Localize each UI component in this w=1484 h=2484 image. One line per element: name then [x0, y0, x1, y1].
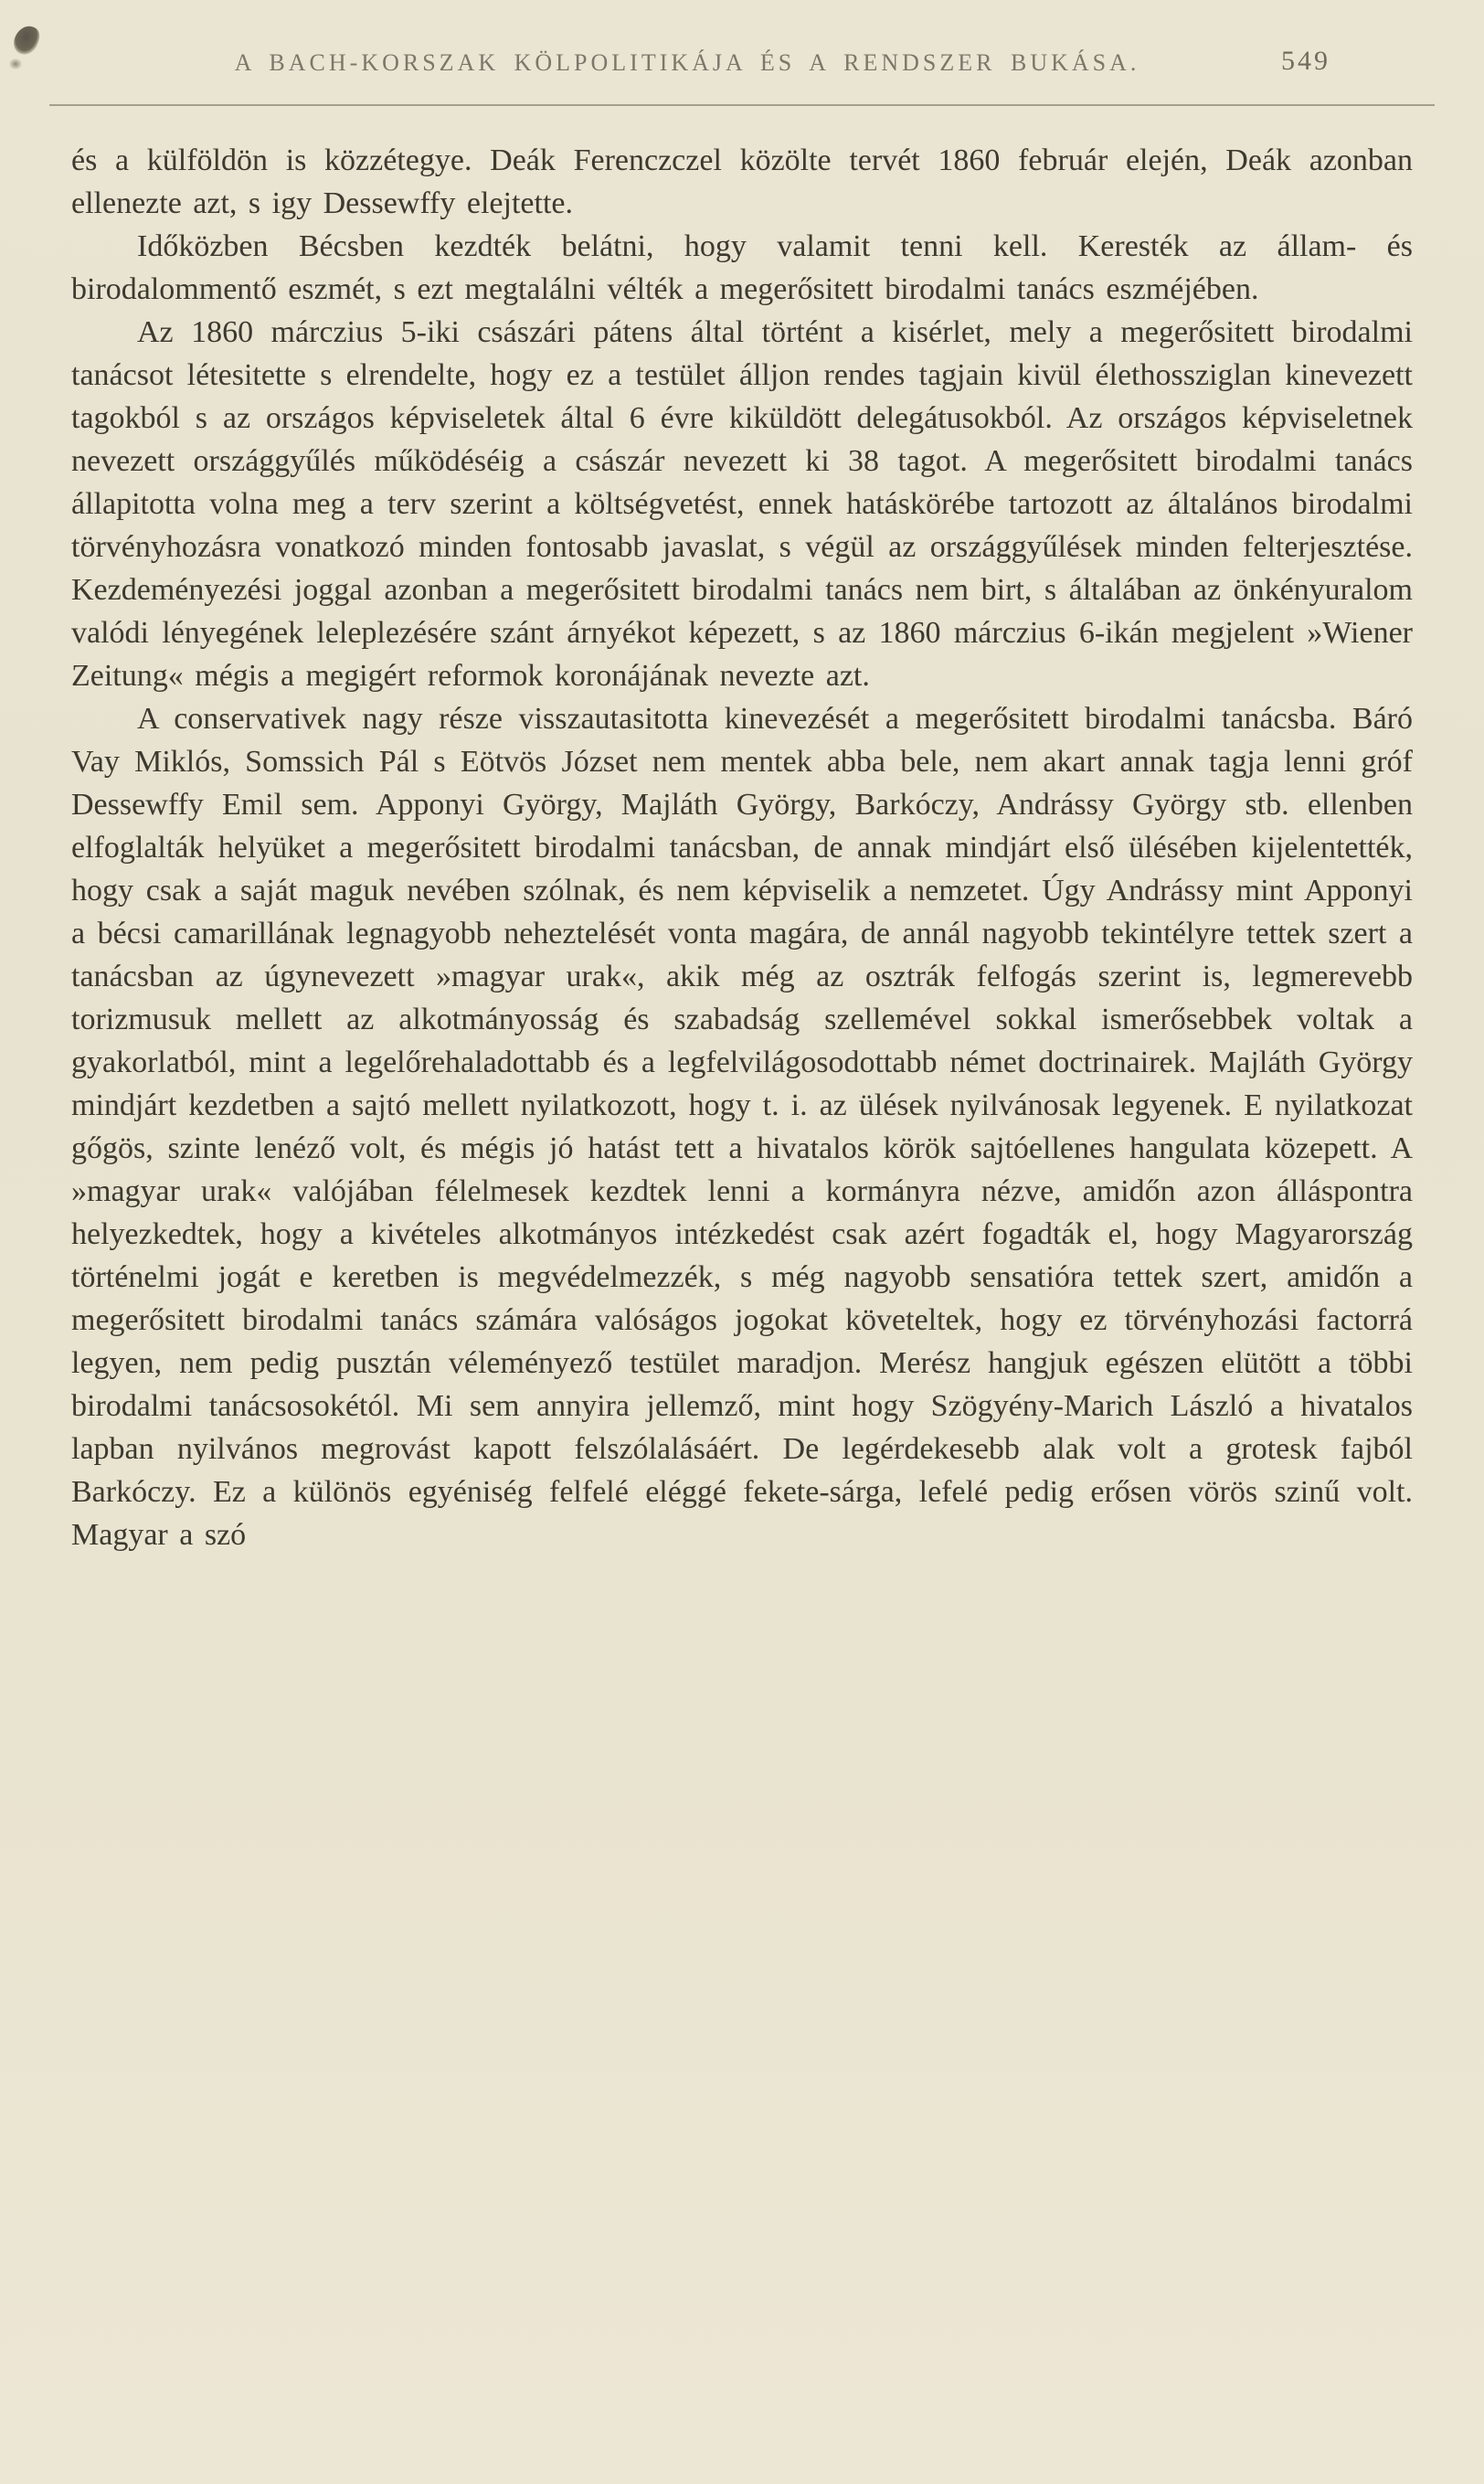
ink-blemish-small [9, 58, 22, 69]
running-title: A BACH-KORSZAK KÖLPOLITIKÁJA ÉS A RENDSZER BUKÁSA. [234, 49, 1140, 76]
paragraph: A conservativek nagy része visszautasitotta kinevezését a megerősitett birodalmi tanácsba. Báró Vay Miklós, Somssich Pál s Eötvös Józset nem mentek abba bele, nem akart annak tagja lenni gróf Dessewffy Emil sem. Apponyi György, Majláth György, Barkóczy, Andrássy György stb. ellenben elfoglalták helyüket a megerősitett birodalmi tanácsban, de annak mindjárt első ülésében kijelentették, hogy csak a saját maguk nevében szólnak, és nem képviselik a nemzetet. Úgy Andrássy mint Apponyi a bécsi camarillának legnagyobb neheztelését vonta magára, de annál nagyobb tekintélyre tettek szert a tanácsban az úgynevezett »magyar urak«, akik még az osztrák felfogás szerint is, legmerevebb torizmusuk mellett az alkotmányosság és szabadság szellemével sokkal ismerősebbek voltak a gyakorlatból, mint a legelőrehaladottabb és a legfelvilágosodottabb német doctrinairek. Majláth György mindjárt kezdetben a sajtó mellett nyilatkozott, hogy t. i. az ülések nyilvánosak legyenek. E nyilatkozat gőgös, szinte lenéző volt, és mégis jó hatást tett a hivatalos körök sajtóellenes hangulata közepett. A »magyar urak« valójában félelmesek kezdtek lenni a kormányra nézve, amidőn azon álláspontra helyezkedtek, hogy a kivételes alkotmányos intézkedést csak azért fogadták el, hogy Magyarország történelmi jogát e keretben is megvédelmezzék, s még nagyobb sensatióra tettek szert, amidőn a megerősitett birodalmi tanács számára valóságos jogokat követeltek, hogy ez törvényhozási factorrá legyen, nem pedig pusztán véleményező testület maradjon. Merész hangjuk egészen elütött a többi birodalmi tanácsosokétól. Mi sem annyira jellemző, mint hogy Szögyény-Marich László a hivatalos lapban nyilvános megrovást kapott felszólalásáért. De legérdekesebb alak volt a grotesk fajból Barkóczy. Ez a különös egyéniség felfelé eléggé fekete-sárga, lefelé pedig erősen vörös szinű volt. Magyar a szó [71, 702, 1413, 1552]
ink-blemish [11, 23, 43, 58]
page-body [71, 139, 1413, 1556]
header-rule [49, 104, 1435, 106]
page-number: 549 [1281, 46, 1330, 76]
paragraph-continuation: és a külföldön is közzétegye. Deák Ferenczczel közölte tervét 1860 február elején, Deák azonban ellenezte azt, s igy Dessewffy elejtette. [71, 143, 1413, 220]
page-header [71, 0, 1413, 90]
paragraph: Időközben Bécsben kezdték belátni, hogy valamit tenni kell. Keresték az állam- és birodalommentő eszmét, s ezt megtalálni vélték a megerősitett birodalmi tanács eszméjében. [71, 229, 1413, 306]
paragraph: Az 1860 márczius 5-iki császári pátens által történt a kisérlet, mely a megerősitett birodalmi tanácsot létesitette s elrendelte, hogy ez a testület álljon rendes tagjain kivül élethossziglan kinevezett tagokból s az országos képviseletek által 6 évre kiküldött delegátusokból. Az országos képviseletnek nevezett országgyűlés működéséig a császár nevezett ki 38 tagot. A megerősitett birodalmi tanács állapitotta volna meg a terv szerint a költségvetést, ennek hatáskörébe tartozott az általános birodalmi törvényhozásra vonatkozó minden fontosabb javaslat, s végül az országgyűlések minden felterjesztése. Kezdeményezési joggal azonban a megerősitett birodalmi tanács nem birt, s általában az önkényuralom valódi lényegének leleplezésére szánt árnyékot képezett, s az 1860 márczius 6-ikán megjelent »Wiener Zeitung« mégis a megigért reformok koronájának nevezte azt. [71, 315, 1413, 693]
